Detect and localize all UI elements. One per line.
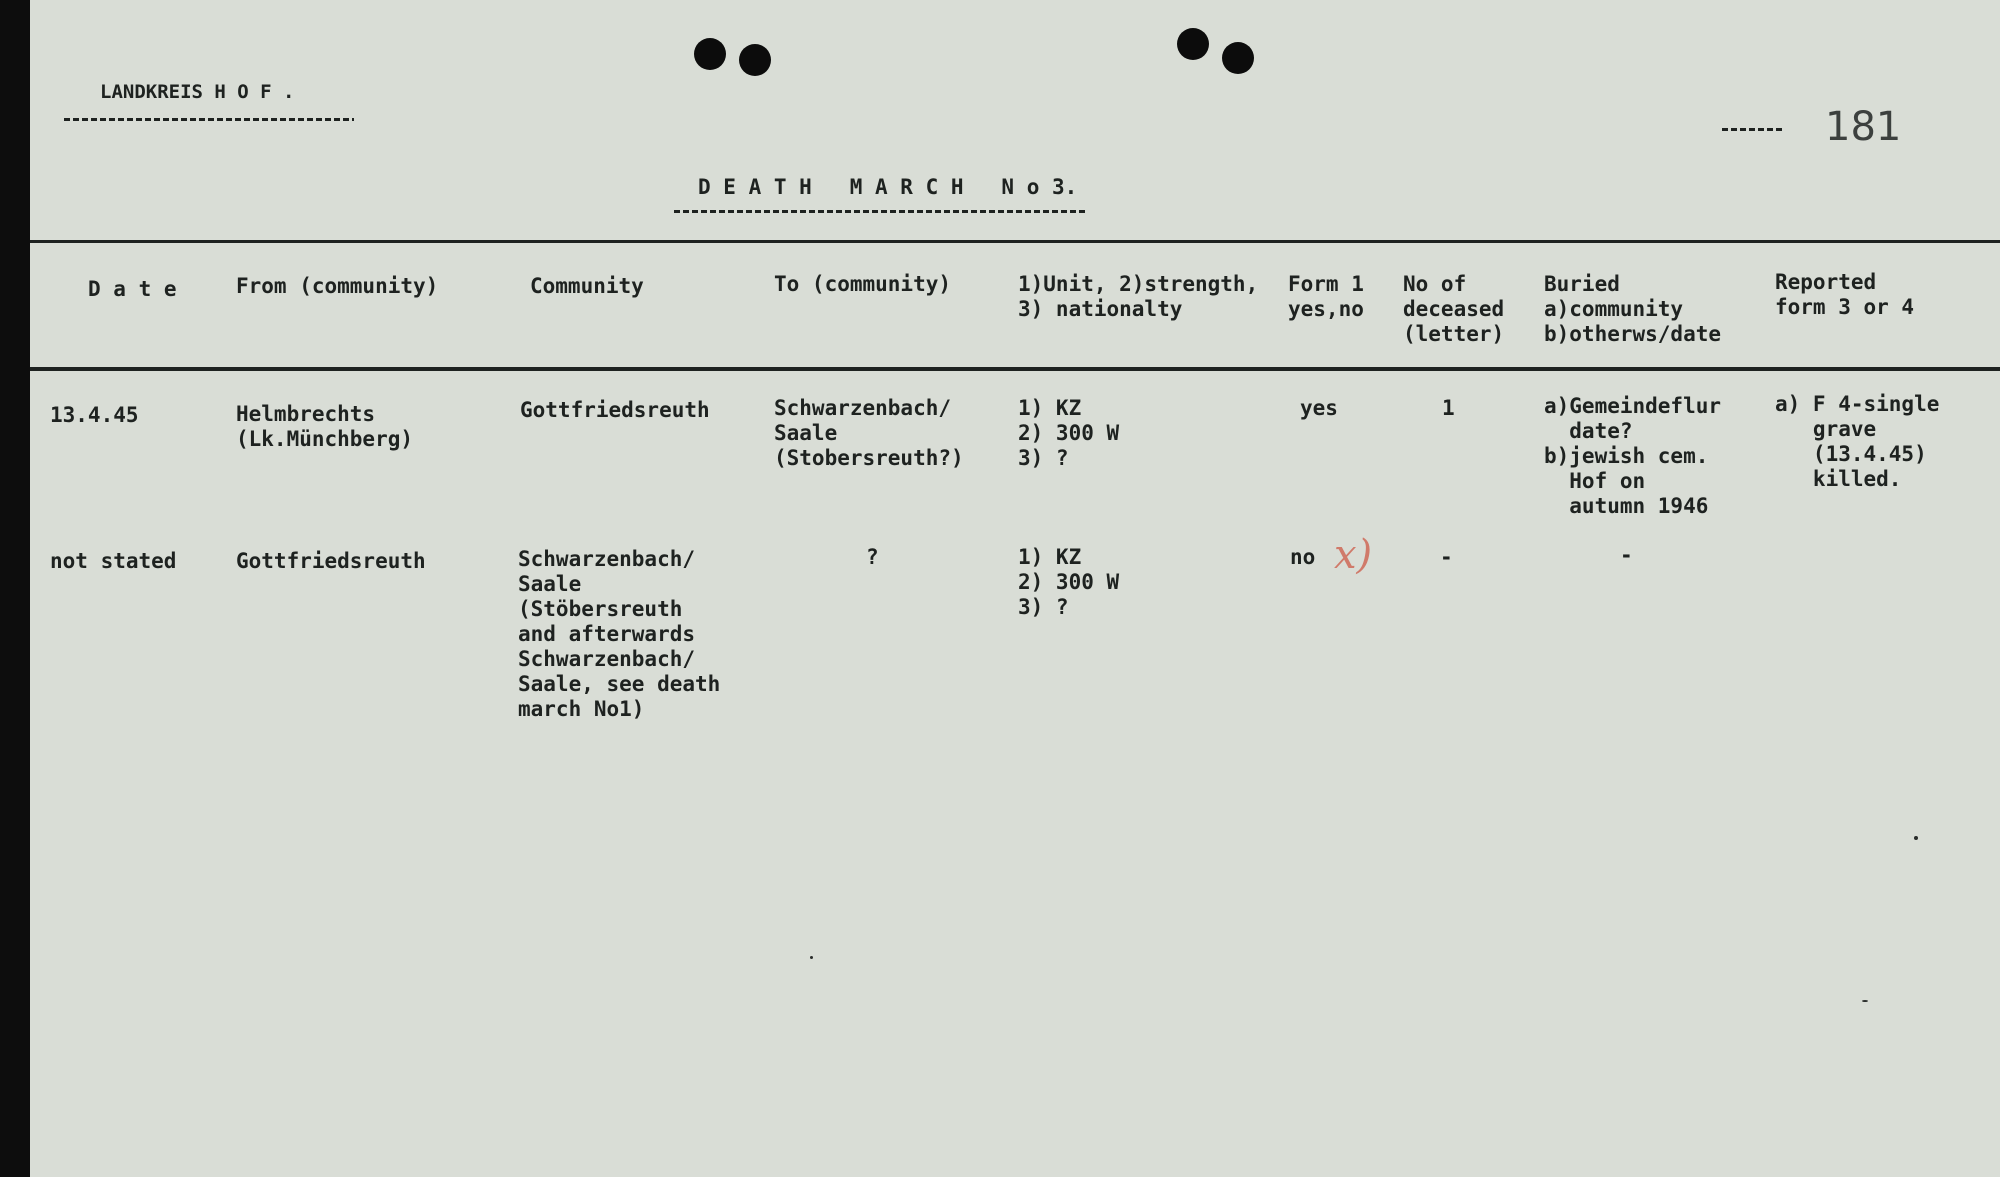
- row2-to: ?: [866, 545, 879, 569]
- col-header-to: To (community): [774, 272, 952, 296]
- row2-from: Gottfriedsreuth: [236, 549, 426, 573]
- row1-date: 13.4.45: [50, 403, 139, 427]
- punch-hole: [739, 44, 771, 76]
- paper-speck: [1862, 1000, 1868, 1002]
- col-header-date: D a t e: [88, 277, 177, 301]
- page-number-stamp: 181: [1825, 104, 1902, 150]
- title-underline: [674, 210, 1086, 213]
- row1-deceased: 1: [1442, 396, 1455, 420]
- row2-community: Schwarzenbach/ Saale (Stöbersreuth and afterwards Schwarzenbach/ Saale, see death march No1): [518, 547, 721, 721]
- col-header-from: From (community): [236, 274, 439, 298]
- row1-to: Schwarzenbach/ Saale (Stobersreuth?): [774, 396, 964, 470]
- row2-form1: no: [1290, 545, 1316, 569]
- col-header-buried: Buried a)community b)otherws/date: [1544, 272, 1722, 346]
- row1-buried: a)Gemeindeflur date? b)jewish cem. Hof on autumn 1946: [1544, 394, 1722, 518]
- row2-unit: 1) KZ 2) 300 W 3) ?: [1018, 545, 1120, 619]
- document-title: D E A T H M A R C H N o 3.: [698, 175, 1078, 199]
- row1-reported: a) F 4-single grave (13.4.45) killed.: [1775, 392, 1940, 491]
- row2-buried: -: [1620, 543, 1633, 567]
- punch-hole: [694, 38, 726, 70]
- paper-speck: [810, 956, 813, 959]
- stamp-mark: [1722, 128, 1782, 131]
- row1-from: Helmbrechts (Lk.Münchberg): [236, 402, 414, 451]
- col-header-reported: Reported form 3 or 4: [1775, 270, 1915, 319]
- col-header-community: Community: [530, 274, 644, 298]
- col-header-form1: Form 1 yes,no: [1288, 272, 1364, 321]
- row1-form1: yes: [1300, 396, 1338, 420]
- col-header-deceased: No of deceased (letter): [1403, 272, 1505, 346]
- row1-unit: 1) KZ 2) 300 W 3) ?: [1018, 396, 1120, 470]
- form1-handwritten-mark: x): [1334, 532, 1373, 578]
- row1-community: Gottfriedsreuth: [520, 398, 710, 422]
- paper-speck: [1914, 836, 1918, 840]
- district-underline: [64, 118, 354, 121]
- punch-hole: [1222, 42, 1254, 74]
- col-header-unit: 1)Unit, 2)strength, 3) nationalty: [1018, 272, 1259, 321]
- table-top-rule: [30, 240, 2000, 243]
- header-bottom-rule: [30, 367, 2000, 371]
- row2-date: not stated: [50, 549, 177, 573]
- district-heading: LANDKREIS H O F .: [100, 81, 295, 103]
- row2-deceased: -: [1440, 545, 1453, 569]
- punch-hole: [1177, 28, 1209, 60]
